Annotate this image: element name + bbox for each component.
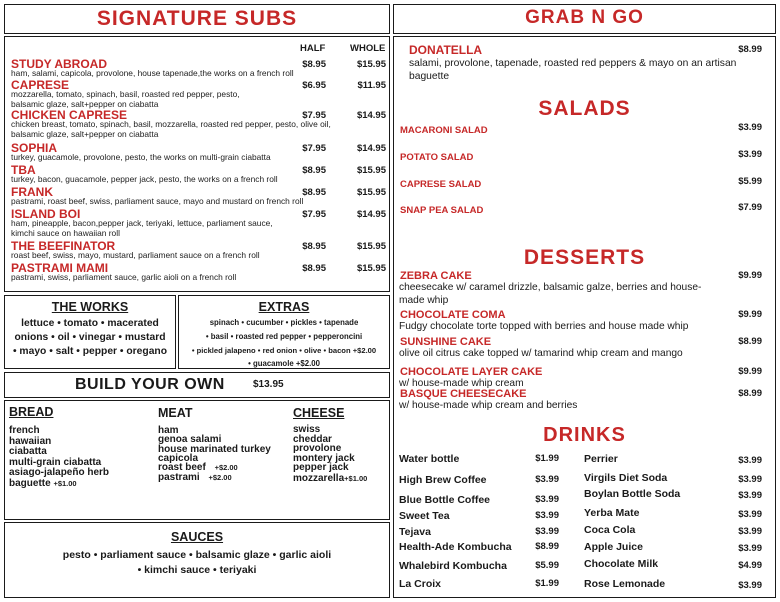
extras-title: EXTRAS (258, 300, 310, 314)
drink-price: $3.99 (535, 526, 559, 537)
sub-half-price: $8.95 (302, 263, 326, 274)
sub-desc: chicken breast, tomato, spinach, basil, mozzarella, roasted red pepper, pesto, olive oil, balsamic glaze, salt+pepper on ciabatta (11, 119, 331, 139)
sub-half-price: $7.95 (302, 209, 326, 220)
dessert-name: CHOCOLATE COMA (400, 309, 506, 321)
drink-name: Rose Lemonade (584, 578, 666, 590)
desserts-title: DESSERTS (523, 246, 646, 269)
drinks-title: DRINKS (543, 424, 626, 446)
extras-line-3: • pickled jalapeno • red onion • olive • bacon +$2.00 (191, 346, 377, 355)
meat-item: genoa salami (158, 434, 222, 446)
cheese-last-price: +$1.00 (344, 474, 368, 483)
drink-name: Whalebird Kombucha (399, 560, 507, 572)
works-title: THE WORKS (51, 300, 129, 314)
sub-desc: turkey, guacamole, provolone, pesto, the works on multi-grain ciabatta (11, 152, 271, 162)
sub-whole-price: $11.95 (357, 80, 386, 91)
drink-name: Virgils Diet Soda (584, 472, 668, 484)
dessert-desc: w/ house-made whip cream (399, 378, 524, 389)
dessert-name: ZEBRA CAKE (400, 270, 472, 282)
drink-price: $3.99 (535, 494, 559, 505)
grab-item-desc-1: salami, provolone, tapenade, roasted red peppers & mayo on an artisan (409, 58, 737, 69)
salad-name: POTATO SALAD (400, 152, 474, 163)
meat-extra-item (158, 472, 232, 483)
sub-desc: ham, salami, capicola, provolone, house tapenade,the works on a french roll (11, 68, 294, 78)
drink-price: $3.99 (738, 526, 762, 537)
extras-line-4: • guacamole +$2.00 (248, 359, 320, 368)
sub-half-price: $8.95 (302, 165, 326, 176)
meat-extra-name: roast beef (158, 462, 206, 473)
bread-item: hawaiian (9, 435, 52, 447)
dessert-price: $9.99 (738, 366, 762, 377)
salad-price: $3.99 (738, 149, 762, 160)
sub-name: SOPHIA (11, 141, 58, 155)
drink-name: Tejava (399, 526, 431, 538)
sub-half-price: $6.95 (302, 80, 326, 91)
drink-price: $3.99 (535, 474, 559, 485)
grab-item-desc-2: baguette (409, 71, 450, 82)
cheese-last (293, 473, 367, 484)
drink-name: Boylan Bottle Soda (584, 488, 681, 500)
drink-price: $1.99 (535, 453, 559, 464)
sub-whole-price: $15.95 (356, 59, 386, 70)
dessert-name: BASQUE CHEESECAKE (400, 388, 527, 400)
cheese-item: pepper jack (293, 462, 349, 474)
sub-half-price: $7.95 (302, 110, 326, 121)
drink-price: $3.99 (738, 455, 762, 466)
cheese-item: cheddar (293, 433, 332, 445)
sub-whole-price: $15.95 (356, 187, 386, 198)
sub-name: ISLAND BOI (11, 207, 81, 221)
sub-desc: pastrami, roast beef, swiss, parliament sauce, mayo and mustard on french roll (11, 196, 304, 206)
grab-title: GRAB N GO (525, 7, 644, 28)
drink-price: $4.99 (738, 560, 762, 571)
drink-name: Chocolate Milk (584, 558, 659, 570)
signature-title: SIGNATURE SUBS (96, 7, 298, 30)
drink-name: Coca Cola (584, 524, 636, 536)
drink-name: Blue Bottle Coffee (399, 494, 491, 506)
sub-name: THE BEEFINATOR (11, 239, 116, 253)
meat-extra-price: +$2.00 (214, 463, 238, 472)
salad-name: MACARONI SALAD (400, 125, 488, 136)
sauces-title: SAUCES (170, 530, 224, 544)
meat-extra-price: +$2.00 (208, 472, 232, 482)
drink-name: Apple Juice (584, 541, 643, 553)
bread-item: ciabatta (9, 446, 47, 458)
sub-name: STUDY ABROAD (11, 57, 108, 71)
salads-title: SALADS (538, 97, 631, 120)
whole-label: WHOLE (350, 43, 386, 54)
bread-last-price: +$1.00 (53, 479, 77, 488)
sub-desc: turkey, bacon, guacamole, pepper jack, pesto, the works on a french roll (11, 174, 278, 184)
dessert-price: $8.99 (738, 388, 762, 399)
sub-whole-price: $14.95 (356, 209, 386, 220)
sauces-line-1: pesto • parliament sauce • balsamic glaze • garlic aioli (62, 549, 332, 561)
salad-price: $7.99 (738, 202, 762, 213)
drink-price: $3.99 (738, 490, 762, 501)
extras-line-2: • basil • roasted red pepper • pepperoncini (205, 332, 363, 341)
sub-desc: mozzarella, tomato, spinach, basil, roasted red pepper, pesto, balsamic glaze, salt+pepper on ciabatta (11, 89, 240, 109)
salad-name: SNAP PEA SALAD (400, 205, 484, 216)
sub-half-price: $8.95 (302, 187, 326, 198)
dessert-name: CHOCOLATE LAYER CAKE (400, 366, 543, 378)
drink-price: $3.99 (738, 580, 762, 591)
meat-item: ham (158, 425, 179, 436)
cheese-title: CHEESE (293, 406, 345, 420)
sub-whole-price: $15.95 (356, 165, 386, 176)
sub-whole-price: $14.95 (356, 110, 386, 121)
dessert-desc: cheesecake w/ caramel drizzle, balsamic galze, berries and house- made whip (399, 282, 702, 306)
drink-price: $5.99 (535, 560, 559, 571)
drink-price: $3.99 (535, 510, 559, 521)
meat-item: capicola (158, 453, 199, 465)
cheese-item: provolone (293, 443, 342, 455)
sub-desc: roast beef, swiss, mayo, mustard, parliament sauce on a french roll (11, 250, 260, 260)
dessert-desc: olive oil citrus cake topped w/ tamarind whip cream and mango (399, 348, 683, 359)
drink-name: Sweet Tea (399, 510, 450, 522)
bread-title: BREAD (9, 405, 54, 419)
drink-name: Water bottle (399, 453, 460, 465)
bread-item: french (9, 425, 40, 436)
bread-item: asiago-jalapeño herb (9, 467, 110, 479)
sub-whole-price: $15.95 (356, 263, 386, 274)
sub-name: TBA (11, 163, 36, 177)
drink-price: $3.99 (738, 509, 762, 520)
dessert-price: $8.99 (738, 336, 762, 347)
bread-item: multi-grain ciabatta (9, 456, 102, 468)
build-title: BUILD YOUR OWN (75, 376, 225, 393)
sub-half-price: $7.95 (302, 143, 326, 154)
sub-name: PASTRAMI MAMI (11, 261, 109, 275)
sub-name: CAPRESE (11, 78, 70, 92)
sub-half-price: $8.95 (302, 59, 326, 70)
dessert-price: $9.99 (738, 309, 762, 320)
sub-desc: pastrami, swiss, parliament sauce, garlic aioli on a french roll (11, 272, 237, 282)
dessert-price: $9.99 (738, 270, 762, 281)
sub-desc: ham, pineapple, bacon,pepper jack, teriyaki, lettuce, parliament sauce, kimchi sauce on hawaiian roll (11, 218, 273, 238)
works-line-3: • mayo • salt • pepper • oregano (12, 346, 168, 357)
drink-name: Health-Ade Kombucha (399, 541, 512, 553)
salad-price: $5.99 (738, 176, 762, 187)
drink-price: $3.99 (738, 474, 762, 485)
dessert-desc: w/ house-made whip cream and berries (399, 400, 578, 411)
cheese-item: montery jack (293, 452, 355, 464)
dessert-name: SUNSHINE CAKE (400, 336, 492, 348)
half-label: HALF (300, 43, 326, 54)
drink-name: La Croix (399, 578, 442, 590)
build-price: $13.95 (253, 379, 284, 390)
sub-name: FRANK (11, 185, 53, 199)
salad-price: $3.99 (738, 122, 762, 133)
works-line-2: onions • oil • vinegar • mustard (14, 332, 166, 343)
drink-name: High Brew Coffee (399, 474, 487, 486)
salad-name: CAPRESE SALAD (400, 179, 482, 190)
cheese-last-name: mozzarella (293, 473, 345, 484)
sauces-line-2: • kimchi sauce • teriyaki (137, 564, 257, 576)
drink-price: $3.99 (738, 543, 762, 554)
works-line-1: lettuce • tomato • macerated (21, 318, 159, 329)
meat-extra-name: pastrami (158, 471, 200, 483)
sub-name: CHICKEN CAPRESE (11, 108, 128, 122)
drink-price: $8.99 (535, 541, 559, 552)
dessert-desc: Fudgy chocolate torte topped with berries and house made whip (399, 321, 689, 332)
sub-whole-price: $15.95 (356, 241, 386, 252)
drink-name: Perrier (584, 453, 618, 465)
cheese-item: swiss (293, 424, 321, 435)
meat-item: house marinated turkey (158, 443, 271, 455)
meat-title: MEAT (158, 406, 193, 420)
drink-price: $1.99 (535, 578, 559, 589)
drink-name: Yerba Mate (584, 507, 640, 519)
bread-last (9, 478, 77, 489)
sub-half-price: $8.95 (302, 241, 326, 252)
extras-line-1: spinach • cucumber • pickles • tapenade (209, 318, 359, 327)
bread-last-name: baguette (9, 478, 51, 489)
sub-whole-price: $14.95 (356, 143, 386, 154)
grab-item-price: $8.99 (738, 44, 762, 55)
grab-item-name: DONATELLA (409, 43, 483, 57)
